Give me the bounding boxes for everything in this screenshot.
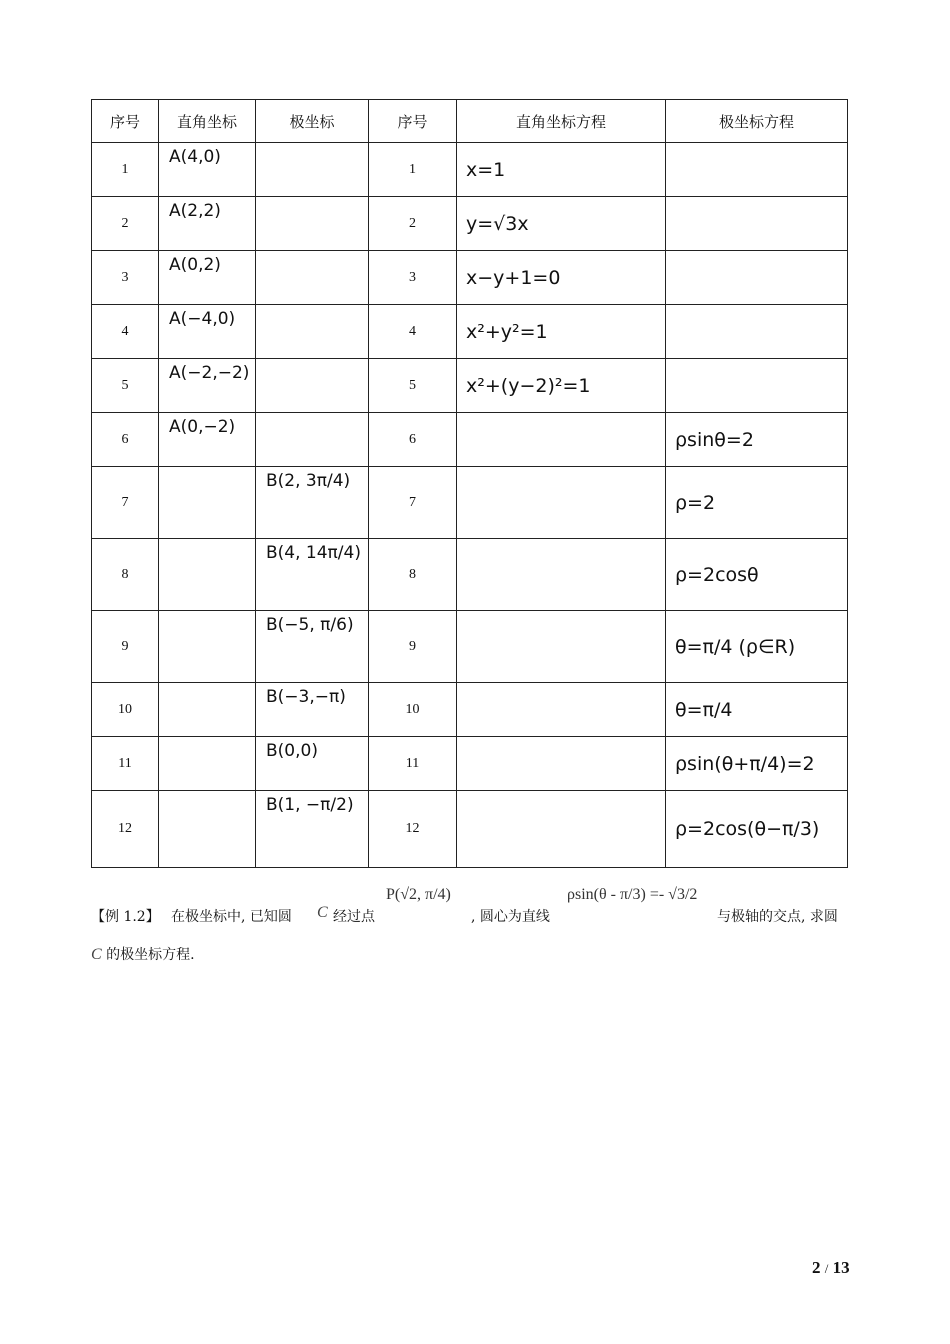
example-label: 【例 1.2】	[91, 909, 160, 925]
row-index: 1	[369, 143, 457, 197]
polar-equation-cell: ρ=2	[666, 467, 848, 539]
table-row	[92, 539, 848, 611]
row-index: 6	[92, 413, 159, 467]
polar-equation-cell: ρ=2cosθ	[666, 539, 848, 611]
circle-variable-c: C	[317, 904, 328, 921]
rect-coord-cell: A(2,2)	[159, 197, 256, 251]
header-index-right: 序号	[369, 100, 457, 143]
page-separator: /	[824, 1261, 829, 1276]
example-line-2	[91, 944, 195, 964]
example-text-d: 与极轴的交点, 求圆	[717, 909, 838, 925]
row-index: 2	[92, 197, 159, 251]
polar-coord-cell	[256, 143, 369, 197]
table-row	[92, 413, 848, 467]
row-index: 7	[369, 467, 457, 539]
rect-coord-cell: A(−2,−2)	[159, 359, 256, 413]
rect-coord-cell	[159, 611, 256, 683]
row-index: 9	[369, 611, 457, 683]
rect-equation-cell	[457, 467, 666, 539]
polar-coord-cell	[256, 359, 369, 413]
table-row	[92, 737, 848, 791]
rect-equation-cell: y=√3x	[457, 197, 666, 251]
example-text-a: 在极坐标中, 已知圆	[171, 909, 292, 925]
row-index: 7	[92, 467, 159, 539]
point-p-expression: P(√2, π/4)	[386, 886, 451, 903]
rect-equation-cell	[457, 413, 666, 467]
rect-equation-cell	[457, 737, 666, 791]
rect-equation-cell	[457, 611, 666, 683]
polar-equation-cell	[666, 305, 848, 359]
polar-equation-cell: ρsinθ=2	[666, 413, 848, 467]
page-current: 2	[812, 1258, 821, 1277]
row-index: 3	[92, 251, 159, 305]
row-index: 12	[369, 791, 457, 868]
row-index: 5	[92, 359, 159, 413]
header-rect-coord: 直角坐标	[159, 100, 256, 143]
table-row	[92, 305, 848, 359]
header-polar-equation: 极坐标方程	[666, 100, 848, 143]
example-line-1	[91, 872, 871, 932]
polar-equation-cell: θ=π/4	[666, 683, 848, 737]
rect-equation-cell: x=1	[457, 143, 666, 197]
polar-equation-cell	[666, 143, 848, 197]
row-index: 6	[369, 413, 457, 467]
rect-equation-cell: x²+y²=1	[457, 305, 666, 359]
polar-coord-cell: B(4, 14π/4)	[256, 539, 369, 611]
rect-coord-cell: A(0,2)	[159, 251, 256, 305]
header-index-left: 序号	[92, 100, 159, 143]
polar-coord-cell	[256, 413, 369, 467]
rect-coord-cell	[159, 791, 256, 868]
rect-coord-cell: A(4,0)	[159, 143, 256, 197]
row-index: 3	[369, 251, 457, 305]
polar-equation-cell	[666, 359, 848, 413]
row-index: 9	[92, 611, 159, 683]
row-index: 8	[369, 539, 457, 611]
rect-equation-cell	[457, 791, 666, 868]
polar-coord-cell: B(−3,−π)	[256, 683, 369, 737]
row-index: 11	[369, 737, 457, 791]
table-row	[92, 467, 848, 539]
table-row	[92, 143, 848, 197]
rect-coord-cell: A(−4,0)	[159, 305, 256, 359]
rect-coord-cell	[159, 539, 256, 611]
row-index: 8	[92, 539, 159, 611]
polar-coord-cell: B(2, 3π/4)	[256, 467, 369, 539]
polar-coord-cell: B(1, −π/2)	[256, 791, 369, 868]
row-index: 10	[92, 683, 159, 737]
rect-coord-cell	[159, 737, 256, 791]
row-index: 12	[92, 791, 159, 868]
example-text-b: 经过点	[333, 909, 375, 925]
polar-equation-cell: ρ=2cos(θ−π/3)	[666, 791, 848, 868]
row-index: 2	[369, 197, 457, 251]
rect-coord-cell	[159, 467, 256, 539]
table-row	[92, 251, 848, 305]
polar-coord-cell: B(−5, π/6)	[256, 611, 369, 683]
table-row	[92, 197, 848, 251]
row-index: 4	[369, 305, 457, 359]
table-row	[92, 611, 848, 683]
table-header-row	[92, 100, 848, 143]
page-number	[812, 1258, 850, 1278]
polar-equation-cell: ρsin(θ+π/4)=2	[666, 737, 848, 791]
rect-coord-cell: A(0,−2)	[159, 413, 256, 467]
row-index: 10	[369, 683, 457, 737]
row-index: 5	[369, 359, 457, 413]
page-total: 13	[832, 1258, 850, 1277]
table-row	[92, 683, 848, 737]
row-index: 11	[92, 737, 159, 791]
polar-equation-cell: θ=π/4 (ρ∈R)	[666, 611, 848, 683]
polar-coord-cell	[256, 305, 369, 359]
rect-equation-cell: x−y+1=0	[457, 251, 666, 305]
rect-coord-cell	[159, 683, 256, 737]
row-index: 4	[92, 305, 159, 359]
polar-coord-cell: B(0,0)	[256, 737, 369, 791]
line-equation: ρsin(θ - π/3) =- √3/2	[567, 886, 698, 903]
header-rect-equation: 直角坐标方程	[457, 100, 666, 143]
row-index: 1	[92, 143, 159, 197]
rect-equation-cell: x²+(y−2)²=1	[457, 359, 666, 413]
coordinate-conversion-table	[91, 99, 848, 868]
polar-equation-cell	[666, 251, 848, 305]
example-text-e: 的极坐标方程.	[106, 947, 195, 963]
table-row	[92, 359, 848, 413]
rect-equation-cell	[457, 539, 666, 611]
circle-variable-c-2: C	[91, 946, 102, 963]
rect-equation-cell	[457, 683, 666, 737]
header-polar-coord: 极坐标	[256, 100, 369, 143]
polar-coord-cell	[256, 197, 369, 251]
table-row	[92, 791, 848, 868]
example-text-c: , 圆心为直线	[471, 909, 550, 925]
polar-equation-cell	[666, 197, 848, 251]
polar-coord-cell	[256, 251, 369, 305]
